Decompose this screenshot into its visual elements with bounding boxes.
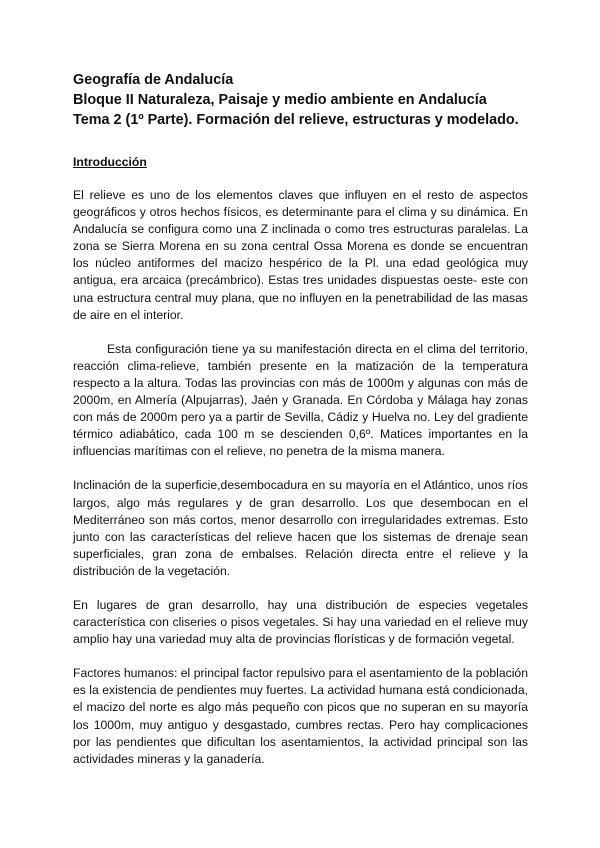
paragraph-climate-relief: Esta configuración tiene ya su manifestación directa en el clima del territorio, reacción clima-relieve, también presente en la matización de la temperatura respecto a la altura. Todas las provincias con más de 1000m y algunas con más de 2000m, en Almería (Alpujarras), Jaén y Granada. En Córdoba y Málaga hay zonas con más de 2000m pero ya a partir de Sevilla, Cádiz y Huelva no. Ley del gradiente térmico adiabático, cada 100 m se descienden 0,6º. Matices importantes en la influencias marítimas con el relieve, no penetra de la misma manera.: [73, 341, 528, 459]
paragraph-relief-overview: El relieve es uno de los elementos claves que influyen en el resto de aspectos geográficos y otros hechos físicos, es determinante para el clima y su dinámica. En Andalucía se configura como una Z inclinada o como tres estructuras paralelas. La zona se Sierra Morena en su zona central Ossa Morena es donde se encuentran los núcleo antiformes del macizo hespérico de la Pl. una edad geológica muy antigua, era arcaica (precámbrico). Estas tres unidades dispuestas oeste- este con una estructura central muy plana, que no influyen en la penetrabilidad de las masas de aire en el interior.: [73, 188, 528, 322]
section-heading-introduction: Introducción: [73, 155, 147, 169]
document-title-block: Bloque II Naturaleza, Paisaje y medio ambiente en Andalucía: [73, 92, 487, 108]
paragraph-vegetation: En lugares de gran desarrollo, hay una distribución de especies vegetales característica con cliseries o pisos vegetales. Si hay una variedad en el relieve muy amplio hay una variedad muy alta de provincias florísticas y de formación vegetal.: [73, 597, 528, 647]
document-title-topic: Tema 2 (1º Parte). Formación del relieve, estructuras y modelado.: [73, 112, 519, 128]
document-page: [73, 70, 528, 768]
document-title-subject: Geografía de Andalucía: [73, 72, 234, 88]
paragraph-rivers: Inclinación de la superficie,desembocadura en su mayoría en el Atlántico, unos ríos largos, algo más regulares y de gran desarrollo. Los que desembocan en el Mediterráneo son más cortos, menor desarrollo con irregularidades extremas. Esto junto con las características del relieve hacen que los sistemas de drenaje sean superficiales, gran zona de embalses. Relación directa entre el relieve y la distribución de la vegetación.: [73, 478, 528, 578]
paragraph-human-factors: Factores humanos: el principal factor repulsivo para el asentamiento de la población es la existencia de pendientes muy fuertes. La actividad humana está condicionada, el macizo del norte es algo más pequeño con picos que no superan en su mayoría los 1000m, muy antiguo y desgastado, cumbres rectas. Pero hay complicaciones por las pendientes que dificultan los asentamientos, la actividad principal son las actividades mineras y la ganadería.: [73, 666, 528, 766]
